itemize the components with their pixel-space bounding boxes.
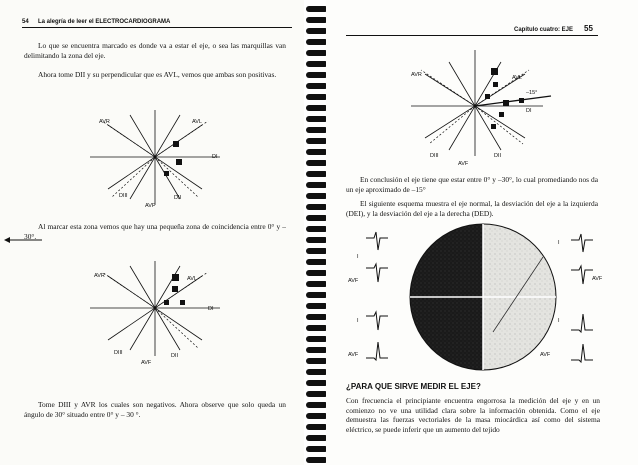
binding-ring [306, 358, 328, 364]
binding-ring [306, 446, 328, 452]
binding-ring [306, 435, 328, 441]
binding-ring [306, 314, 328, 320]
ecg-complex-icon [366, 262, 388, 284]
binding-ring [306, 149, 328, 155]
right-paragraph-2: El siguiente esquema muestra el eje normal, la desviación del eje a la izquierda (DEI), y la desviación del eje a la derecha (DED). [346, 199, 598, 218]
d3-dii-label: DII [494, 153, 502, 159]
binding-ring [306, 127, 328, 133]
binding-ring [306, 83, 328, 89]
left-header-rule [22, 27, 292, 28]
d1-avr-label: AVR [99, 119, 110, 125]
binding-ring [306, 226, 328, 232]
binding-ring [306, 369, 328, 375]
right-page [326, 0, 638, 465]
binding-ring [306, 171, 328, 177]
binding-ring [306, 248, 328, 254]
quad-i-right-label: I [558, 240, 560, 246]
d2-diii-label: DIII [114, 350, 123, 356]
left-paragraph-4: Tome DIII y AVR los cuales son negativos. Ahora observe que solo queda un ángulo de 30° situado entre 0° y – 30 °. [24, 400, 286, 419]
quad-i-right2-label: I [558, 318, 560, 324]
d1-avl-label: AVL [192, 119, 202, 125]
binding-ring [306, 413, 328, 419]
right-running-head: Capítulo cuatro: EJE [514, 27, 574, 33]
binding-ring [306, 61, 328, 67]
d3-avf-label: AVF [458, 161, 469, 167]
d1-avf-label: AVF [145, 203, 156, 209]
left-paragraph-1: Lo que se encuentra marcado es donde va a estar el eje, o sea las marquillas van delimitando la zona del eje. [24, 41, 286, 60]
quad-avf-left-label: AVF [348, 278, 359, 284]
binding-ring [306, 380, 328, 386]
right-header-rule [346, 35, 598, 36]
binding-ring [306, 424, 328, 430]
binding-ring [306, 72, 328, 78]
quad-avf-left2-label: AVF [348, 352, 359, 358]
binding-ring [306, 182, 328, 188]
binding-ring [306, 6, 328, 12]
d2-avl-label: AVL [187, 276, 197, 282]
right-paragraph-3: Con frecuencia el principiante encuentra engorrosa la medición del eje y en un comienzo no ve una utilidad clara sobre la información obtenida. Como el eje demuestra las fuerzas vectoriales de la masa miocárdica así como del sistema eléctrico, se puede inferir que un aumento del tejido [346, 396, 600, 434]
left-running-head: La alegría de leer el ELECTROCARDIOGRAMA [38, 19, 171, 25]
binding-ring [306, 193, 328, 199]
quad-i-left2-label: I [357, 318, 359, 324]
left-page-number: 54 [22, 19, 29, 25]
quad-i-left-label: I [357, 254, 359, 260]
binding-ring [306, 347, 328, 353]
binding-ring [306, 215, 328, 221]
d3-avr-label: AVR [411, 72, 422, 78]
binding-ring [306, 105, 328, 111]
binding-ring [306, 39, 328, 45]
left-paragraph-3: Al marcar esta zona vemos que hay una pequeña zona de coincidencia entre 0° y – 30°. [24, 222, 286, 241]
ecg-complex-icon [571, 232, 593, 254]
right-paragraph-1: En conclusión el eje tiene que estar entre 0° y –30°, lo cual promediando nos da un eje aproximado de –15° [346, 175, 598, 194]
binding-ring [306, 336, 328, 342]
quad-avf-right-label: AVF [592, 276, 603, 282]
section-heading: ¿PARA QUE SIRVE MEDIR EL EJE? [346, 382, 481, 391]
d3-di-label: DI [526, 108, 532, 114]
d2-dii-label: DII [171, 353, 179, 359]
ecg-complex-icon [571, 264, 593, 286]
d1-di-label: DI [212, 154, 218, 160]
binding-ring [306, 237, 328, 243]
binding-ring [306, 259, 328, 265]
binding-ring [306, 402, 328, 408]
d2-avf-label: AVF [141, 360, 152, 366]
binding-ring [306, 28, 328, 34]
d3-angle-label: –15° [526, 90, 538, 96]
binding-ring [306, 138, 328, 144]
binding-ring [306, 116, 328, 122]
binding-ring [306, 160, 328, 166]
d3-avl-label: AVL [512, 75, 522, 81]
d2-di-label: DI [208, 306, 214, 312]
binding-ring [306, 94, 328, 100]
ecg-complex-icon [571, 342, 593, 364]
binding-ring [306, 325, 328, 331]
d3-diii-label: DIII [430, 153, 439, 159]
d2-avr-label: AVR [94, 273, 105, 279]
d1-dii-label: DII [174, 195, 182, 201]
binding-ring [306, 281, 328, 287]
ecg-complex-icon [571, 312, 593, 334]
right-page-number: 55 [584, 24, 593, 33]
d1-diii-label: DIII [119, 193, 128, 199]
binding-ring [306, 17, 328, 23]
left-paragraph-2: Ahora tome DII y su perpendicular que es AVL, vemos que ambas son positivas. [38, 70, 277, 79]
binding-ring [306, 457, 328, 463]
ecg-complex-icon [366, 340, 388, 362]
ecg-complex-icon [366, 310, 388, 332]
binding-ring [306, 303, 328, 309]
quad-avf-right2-label: AVF [540, 352, 551, 358]
binding-ring [306, 391, 328, 397]
binding-ring [306, 204, 328, 210]
binding-ring [306, 292, 328, 298]
binding-ring [306, 270, 328, 276]
ecg-complex-icon [366, 230, 388, 252]
axis-quadrant-circle [408, 222, 558, 372]
binding-ring [306, 50, 328, 56]
left-page [0, 0, 308, 465]
